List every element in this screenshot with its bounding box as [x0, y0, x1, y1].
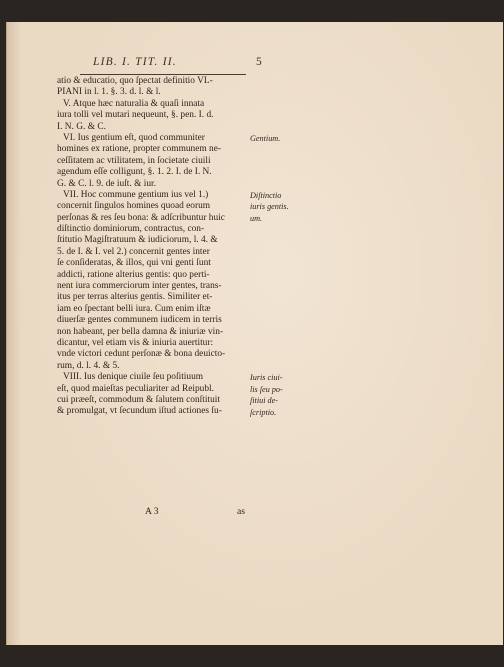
text-line: dicantur, vel etiam vis & iniuria auertitur: — [57, 337, 214, 348]
text-line: I. N. G. & C. — [57, 121, 106, 132]
margin-note: Iuris ciui- — [250, 373, 283, 383]
text-line: atio & educatio, quo ſpectat definitio VL- — [57, 76, 213, 86]
text-line: G. & C. l. 9. de iuſt. & iur. — [57, 178, 156, 189]
text-line: diſtinctio dominiorum, contractus, con- — [57, 224, 205, 235]
margin-note: Gentium. — [250, 134, 281, 143]
text-line: nent iura commerciorum inter gentes, trans- — [57, 281, 222, 292]
text-line: vnde victori cedunt perſonæ & bona deuicto- — [57, 349, 226, 360]
signature-mark: A 3 — [145, 506, 159, 517]
catchword: as — [237, 506, 245, 517]
text-line: eſt, quod maieſtas peculiariter ad Reipubl. — [57, 383, 214, 394]
text-line: ceſſitatem ac vtilitatem, in ſocietate ciuili — [57, 155, 211, 166]
text-line: iam eo ſpectant belli iura. Cum enim iſtæ — [57, 303, 211, 314]
text-line: 5. de I. & I. vel 2.) concernit gentes inter — [57, 246, 210, 257]
text-line: cui præeſt, commodum & ſalutem conſtituit — [57, 394, 220, 405]
text-line: iura tolli vel mutari nequeunt, §. pen. I. d. — [57, 110, 214, 121]
text-line: diuerſæ gentes communem iudicem in terris — [57, 315, 222, 326]
running-title: LIB. I. TIT. II. — [93, 56, 177, 68]
text-line: PIANI in l. 1. §. 3. d. l. & l. — [57, 87, 161, 98]
header-rule — [80, 74, 246, 75]
margin-note: ſcriptio. — [250, 407, 277, 417]
text-line: itus per terras alterius gentis. Similiter et- — [57, 292, 213, 303]
text-line: non habeant, per bella damna & iniuriæ vin- — [57, 326, 224, 337]
text-line: ſe conſideratas, & illos, qui vni genti ſunt — [57, 258, 211, 269]
text-line: agendum eſſe colligunt, §. 1. 2. I. de I. N. — [57, 167, 212, 178]
body-text — [57, 76, 255, 418]
text-line: concernit ſingulos homines quoad eorum — [57, 201, 211, 212]
margin-note: Diſtinctio — [250, 191, 282, 200]
margin-note: iuris gentis. — [250, 202, 289, 212]
page-header — [93, 56, 263, 72]
text-line: ſtitutio Magiſtratuum & iudiciorum, l. 4. & — [57, 235, 218, 246]
text-line: rum, d. l. 4. & 5. — [57, 360, 120, 371]
margin-note: um. — [250, 213, 263, 223]
text-line: VI. Ius gentium eſt, quod communiter — [63, 132, 205, 143]
text-line: VII. Hoc commune gentium ius vel 1.) — [63, 189, 209, 200]
page-footer — [57, 506, 257, 518]
text-line: addicti, ratione alterius gentis: quo perti- — [57, 269, 210, 280]
margin-note: lis ſeu po- — [250, 384, 283, 394]
text-line: homines ex ratione, propter communem ne- — [57, 144, 222, 155]
page-number: 5 — [256, 56, 263, 68]
text-line: perſonas & res ſeu bona: & adſcribuntur huic — [57, 212, 225, 223]
margin-note: ſitiui de- — [250, 396, 278, 406]
text-line: V. Atque hæc naturalia & quaſi innata — [63, 98, 205, 109]
text-line: VIII. Ius denique ciuile ſeu poſitiuum — [63, 372, 204, 383]
text-line: & promulgat, vt ſecundum iſtud actiones ſu- — [57, 406, 222, 417]
